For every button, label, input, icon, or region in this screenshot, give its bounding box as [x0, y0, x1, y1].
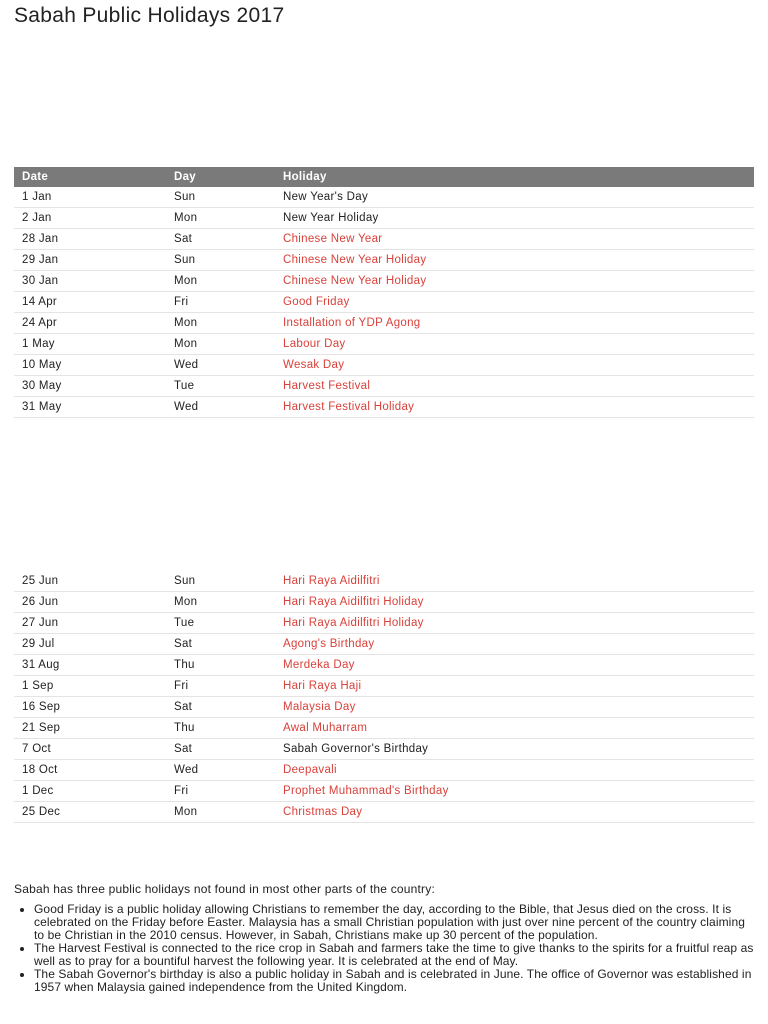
- cell-date: 25 Jun: [14, 571, 166, 592]
- page-title: Sabah Public Holidays 2017: [14, 4, 285, 27]
- cell-day: Sat: [166, 697, 275, 718]
- cell-holiday: Harvest Festival Holiday: [275, 397, 754, 418]
- intro-text: Sabah has three public holidays not found in most other parts of the country:: [14, 882, 435, 896]
- cell-holiday: Chinese New Year Holiday: [275, 271, 754, 292]
- cell-day: Wed: [166, 397, 275, 418]
- cell-holiday: Hari Raya Aidilfitri: [275, 571, 754, 592]
- cell-day: Sat: [166, 634, 275, 655]
- table-row: [14, 271, 754, 292]
- cell-date: 1 Sep: [14, 676, 166, 697]
- cell-day: Fri: [166, 292, 275, 313]
- cell-day: Fri: [166, 676, 275, 697]
- cell-date: 30 Jan: [14, 271, 166, 292]
- holiday-table-second-half: [14, 571, 754, 823]
- table-row: [14, 397, 754, 418]
- cell-holiday: Chinese New Year: [275, 229, 754, 250]
- note-good-friday: • Good Friday is a public holiday allowing Christians to remember the day, according to the Bible, that Jesus died on the cross. It is celebrated on the Friday before Easter. Malaysia has a small Christian population with just over nine percent of the country claiming to be Christian in the 2010 census. However, in Sabah, Christians make up 30 percent of the population.: [34, 903, 754, 942]
- column-header-holiday: Holiday: [275, 167, 754, 187]
- cell-day: Sun: [166, 187, 275, 208]
- cell-day: Mon: [166, 271, 275, 292]
- cell-holiday: Good Friday: [275, 292, 754, 313]
- table-row: [14, 187, 754, 208]
- cell-date: 28 Jan: [14, 229, 166, 250]
- column-header-date: Date: [14, 167, 166, 187]
- cell-holiday: Deepavali: [275, 760, 754, 781]
- table-body-second-half: [14, 571, 754, 823]
- cell-date: 21 Sep: [14, 718, 166, 739]
- table-row: [14, 739, 754, 760]
- notes-list: [14, 903, 754, 994]
- table-row: [14, 334, 754, 355]
- cell-holiday: Installation of YDP Agong: [275, 313, 754, 334]
- cell-date: 29 Jan: [14, 250, 166, 271]
- cell-holiday: Hari Raya Haji: [275, 676, 754, 697]
- cell-day: Thu: [166, 718, 275, 739]
- cell-holiday: Awal Muharram: [275, 718, 754, 739]
- cell-date: 10 May: [14, 355, 166, 376]
- cell-day: Wed: [166, 760, 275, 781]
- cell-holiday: Sabah Governor's Birthday: [275, 739, 754, 760]
- note-harvest-festival: • The Harvest Festival is connected to the rice crop in Sabah and farmers take the time to give thanks to the spirits for a fruitful reap as well as to pray for a bountiful harvest the following year. It is celebrated at the end of May.: [34, 942, 754, 968]
- cell-day: Mon: [166, 592, 275, 613]
- table-header-row: [14, 167, 754, 187]
- table-row: [14, 313, 754, 334]
- table-row: [14, 697, 754, 718]
- cell-date: 14 Apr: [14, 292, 166, 313]
- cell-date: 26 Jun: [14, 592, 166, 613]
- cell-holiday: Hari Raya Aidilfitri Holiday: [275, 592, 754, 613]
- cell-date: 18 Oct: [14, 760, 166, 781]
- cell-holiday: Christmas Day: [275, 802, 754, 823]
- table-row: [14, 592, 754, 613]
- cell-date: 1 Dec: [14, 781, 166, 802]
- cell-date: 1 Jan: [14, 187, 166, 208]
- table-row: [14, 634, 754, 655]
- cell-date: 25 Dec: [14, 802, 166, 823]
- cell-holiday: Chinese New Year Holiday: [275, 250, 754, 271]
- table-row: [14, 655, 754, 676]
- cell-day: Mon: [166, 208, 275, 229]
- cell-holiday: Merdeka Day: [275, 655, 754, 676]
- cell-date: 7 Oct: [14, 739, 166, 760]
- cell-date: 2 Jan: [14, 208, 166, 229]
- table-row: [14, 676, 754, 697]
- cell-holiday: Harvest Festival: [275, 376, 754, 397]
- table-row: [14, 718, 754, 739]
- cell-day: Mon: [166, 802, 275, 823]
- table-row: [14, 229, 754, 250]
- cell-date: 30 May: [14, 376, 166, 397]
- table-row: [14, 760, 754, 781]
- column-header-day: Day: [166, 167, 275, 187]
- cell-holiday: Prophet Muhammad's Birthday: [275, 781, 754, 802]
- cell-holiday: Agong's Birthday: [275, 634, 754, 655]
- cell-holiday: New Year's Day: [275, 187, 754, 208]
- cell-day: Tue: [166, 376, 275, 397]
- cell-holiday: Wesak Day: [275, 355, 754, 376]
- table-row: [14, 376, 754, 397]
- table-row: [14, 571, 754, 592]
- cell-date: 27 Jun: [14, 613, 166, 634]
- cell-holiday: New Year Holiday: [275, 208, 754, 229]
- cell-day: Mon: [166, 334, 275, 355]
- table-row: [14, 802, 754, 823]
- table-row: [14, 208, 754, 229]
- cell-day: Thu: [166, 655, 275, 676]
- cell-date: 24 Apr: [14, 313, 166, 334]
- cell-date: 16 Sep: [14, 697, 166, 718]
- cell-day: Fri: [166, 781, 275, 802]
- cell-day: Sat: [166, 739, 275, 760]
- cell-holiday: Malaysia Day: [275, 697, 754, 718]
- cell-day: Sat: [166, 229, 275, 250]
- cell-date: 29 Jul: [14, 634, 166, 655]
- cell-day: Sun: [166, 250, 275, 271]
- table-row: [14, 250, 754, 271]
- cell-date: 31 Aug: [14, 655, 166, 676]
- table-row: [14, 781, 754, 802]
- cell-day: Sun: [166, 571, 275, 592]
- table-body-first-half: [14, 187, 754, 418]
- cell-day: Wed: [166, 355, 275, 376]
- table-row: [14, 355, 754, 376]
- cell-day: Tue: [166, 613, 275, 634]
- cell-date: 31 May: [14, 397, 166, 418]
- cell-holiday: Hari Raya Aidilfitri Holiday: [275, 613, 754, 634]
- table-row: [14, 613, 754, 634]
- note-governor-birthday: • The Sabah Governor's birthday is also a public holiday in Sabah and is celebrated in June. The office of Governor was established in 1957 when Malaysia gained independence from the United Kingdom.: [34, 968, 754, 994]
- cell-holiday: Labour Day: [275, 334, 754, 355]
- cell-day: Mon: [166, 313, 275, 334]
- holiday-table-first-half: [14, 167, 754, 418]
- cell-date: 1 May: [14, 334, 166, 355]
- table-row: [14, 292, 754, 313]
